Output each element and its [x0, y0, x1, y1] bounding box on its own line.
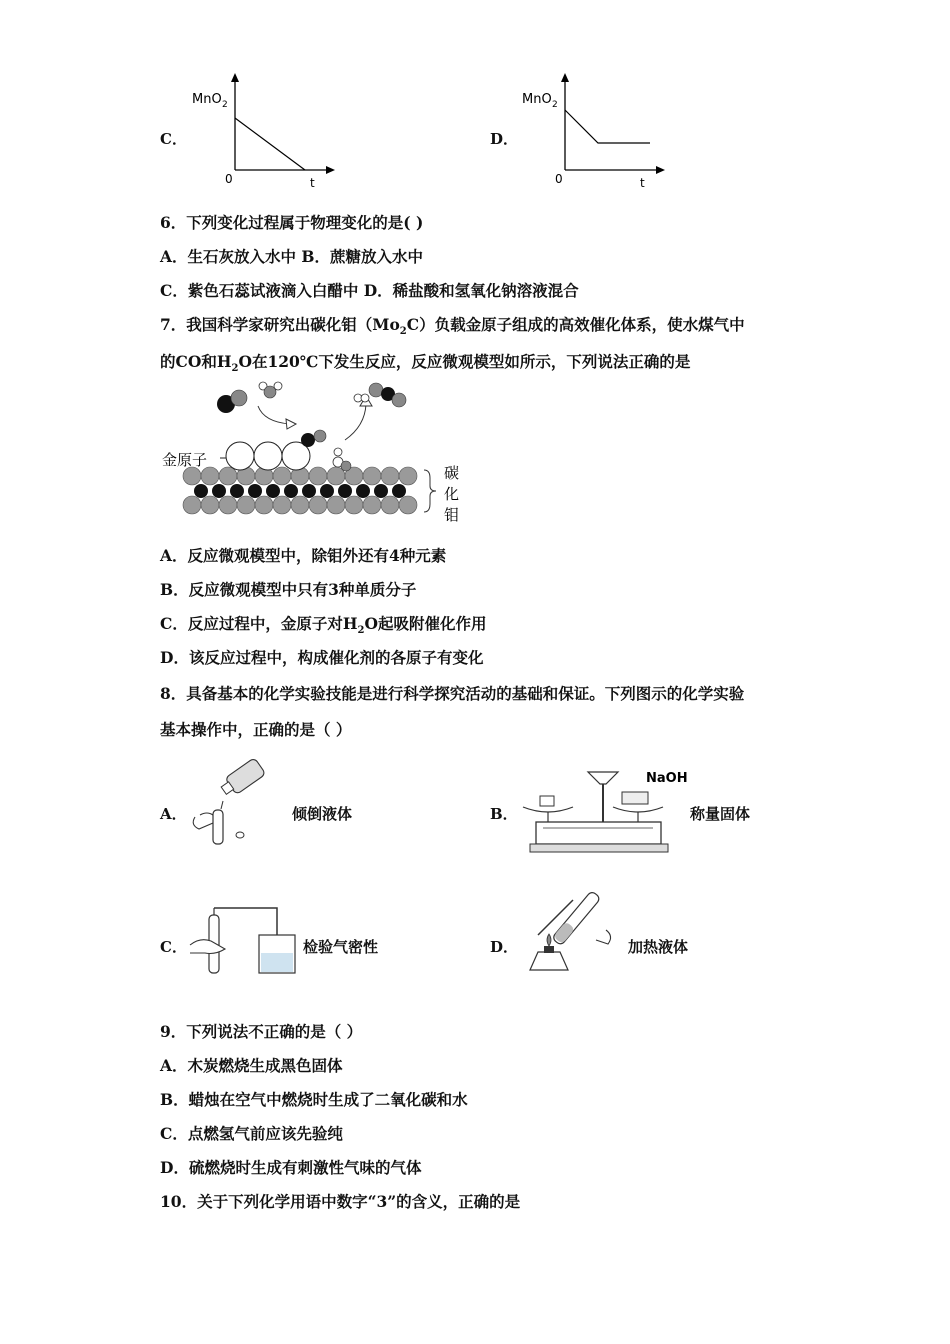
q7-stem-line1: 7．我国科学家研究出碳化钼$(Mo_2C)$负载金原子组成的高效催化体系，使水煤气中: [160, 315, 745, 338]
q7-stem-line2: 的CO和$H_2O$在120℃下发生反应，反应微观模型如所示，下列说法正确的是: [160, 352, 691, 375]
q7-option-a: A．反应微观模型中，除钼外还有4种元素: [160, 546, 447, 565]
q7-option-d: D．该反应过程中，构成催化剂的各原子有变化: [160, 648, 484, 667]
graph-d-xlabel: t: [640, 176, 645, 190]
graph-d-origin: 0: [555, 172, 563, 186]
naoh-label: NaOH: [646, 771, 688, 786]
carbide-label-3: 钼: [444, 506, 460, 524]
q9-option-a: A．木炭燃烧生成黑色固体: [160, 1056, 343, 1075]
option-c-letter: C．: [160, 130, 187, 148]
q8-a-letter: A．: [160, 805, 187, 823]
graph-c-ylabel: MnO: [192, 92, 222, 107]
q7-option-b: B．反应微观模型中只有3种单质分子: [160, 580, 417, 599]
graph-c-ysub: 2: [222, 100, 228, 110]
q9-option-d: D．硫燃烧时生成有刺激性气味的气体: [160, 1158, 422, 1177]
graph-c-xlabel: t: [310, 176, 315, 190]
catalysis-model-figure: [160, 378, 470, 528]
q8-d-caption: 加热液体: [628, 938, 689, 956]
q9-option-b: B．蜡烛在空气中燃烧时生成了二氧化碳和水: [160, 1090, 468, 1109]
q9-stem: 9．下列说法不正确的是（ ）: [160, 1022, 363, 1041]
q8-stem-line2: 基本操作中，正确的是（ ）: [160, 720, 352, 739]
graph-d: [515, 70, 675, 195]
pouring-liquid-illustration: [185, 755, 275, 850]
graph-c: [185, 70, 345, 195]
heating-liquid-illustration: [518, 890, 628, 985]
graph-c-origin: 0: [225, 172, 233, 186]
gold-atom-label: 金原子: [162, 451, 208, 469]
graph-d-ysub: 2: [552, 100, 558, 110]
q8-c-caption: 检验气密性: [303, 938, 379, 956]
q10-stem: 10．关于下列化学用语中数字“3”的含义，正确的是: [160, 1192, 521, 1211]
q6-options-cd: C．紫色石蕊试液滴入白醋中 D．稀盐酸和氢氧化钠溶液混合: [160, 281, 579, 300]
q8-b-letter: B．: [490, 805, 518, 823]
balance-weighing-illustration: [518, 762, 693, 862]
q6-options-ab: A．生石灰放入水中 B．蔗糖放入水中: [160, 247, 424, 266]
graph-d-ylabel: MnO: [522, 92, 552, 107]
q8-a-caption: 倾倒液体: [292, 805, 353, 823]
q8-stem-line1: 8．具备基本的化学实验技能是进行科学探究活动的基础和保证。下列图示的化学实验: [160, 684, 745, 703]
airtightness-test-illustration: [185, 905, 300, 980]
q8-d-letter: D．: [490, 938, 519, 956]
option-d-letter: D．: [490, 130, 519, 148]
q8-b-caption: 称量固体: [690, 805, 751, 823]
carbide-label-1: 碳: [444, 464, 460, 482]
q7-option-c: C．反应过程中，金原子对$H_2O$起吸附催化作用: [160, 614, 487, 637]
q8-c-letter: C．: [160, 938, 187, 956]
carbide-label-2: 化: [444, 485, 460, 503]
q9-option-c: C．点燃氢气前应该先验纯: [160, 1124, 343, 1143]
q6-stem: 6．下列变化过程属于物理变化的是( ): [160, 213, 424, 232]
